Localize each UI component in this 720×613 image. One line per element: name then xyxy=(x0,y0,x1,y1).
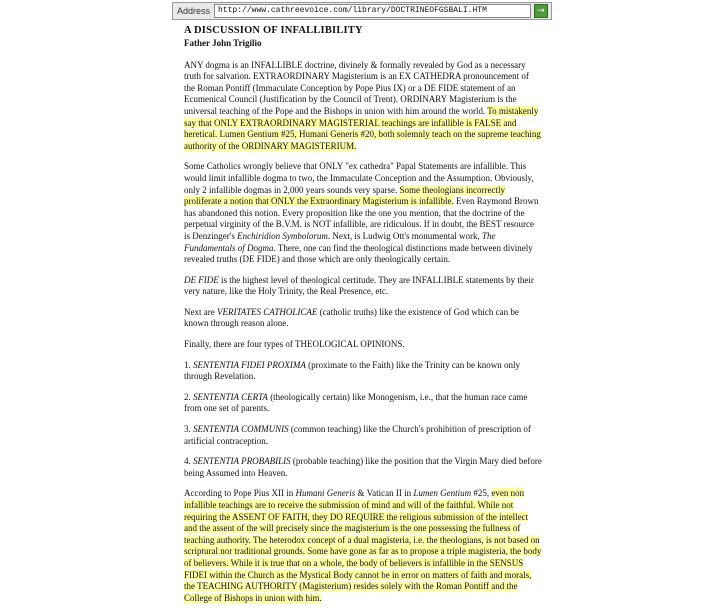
item-term: SENTENTIA COMMUNIS xyxy=(193,424,289,435)
reference-lumen-gentium: Lumen Gentium xyxy=(413,488,472,499)
dogma-text: ANY dogma is an INFALLIBLE doctrine, divinely & formally revealed by God as a necessary truth for salvation. EXTRAORDINARY Magisterium is an EX CATHEDRA pronouncement of the Roman Pontiff (Immaculate Conception by Pope Pius IX) or a DE FIDE statement of an Ecumenical Council (Justification by the Council of Trent). ORDINARY Magisterium is the universal teaching of the Pope and the Bishops in union with him around the world. xyxy=(184,59,529,116)
paragraph-ex-cathedra xyxy=(184,161,542,265)
item-text: (probable teaching) like the position that the Virgin Mary died before being Assumed into Heaven. xyxy=(184,456,542,478)
term-de-fide: DE FIDE xyxy=(184,274,219,285)
document-body xyxy=(184,24,542,613)
reference-ott: The Fundamentals of Dogma xyxy=(184,230,496,253)
ex-cathedra-text-c: . Next, is Ludwig Ott's monumental work, xyxy=(327,230,480,241)
de-fide-text: is the highest level of theological certitude. They are INFALLIBLE statements by their very nature, like the Holy Trinity, the Real Presence, etc. xyxy=(184,274,534,297)
list-item xyxy=(184,456,542,479)
humani-text-c: #25, xyxy=(473,488,490,499)
author-line: Father John Trigilio xyxy=(184,38,262,48)
paragraph-humani-generis xyxy=(184,488,542,604)
reference-humani-generis: Humani Generis xyxy=(295,488,356,499)
ex-cathedra-text-a: Some Catholics wrongly believe that ONLY "ex cathedra" Papal Statements are infallible. This would limit infallible dogma to two, the Immaculate Conception and the Assumption. Obviously, only 2 infallible dogmas in 2,000 years sounds very sparse. xyxy=(184,161,534,195)
paragraph-veritates xyxy=(184,307,542,330)
ex-cathedra-highlight: Some theologians incorrectly proliferate a notion that ONLY the Extraordinary Magisterium is infallible. xyxy=(184,184,505,207)
veritates-text-a: Next are xyxy=(184,306,215,317)
url-input[interactable]: http://www.cathreevoice.com/library/DOCTRINEOFGSBALI.HTM xyxy=(214,4,531,18)
go-button[interactable]: → xyxy=(534,4,548,18)
ex-cathedra-text-b: Even Raymond Brown has abandoned this notion. Every proposition like the one you mention, that the doctrine of the perpetual virginity of the B.V.M. is NOT infallible, are ridiculous. If in doubt, the BEST resource is Denzinger's xyxy=(184,196,539,241)
veritates-text-b: (catholic truths) like the existence of God which can be known through reason alone. xyxy=(184,306,519,329)
paragraph-dogma xyxy=(184,60,542,153)
dogma-highlight: To mistakenly say that ONLY EXTRAORDINARY MAGISTERIAL teachings are infallible is FALSE and heretical. Lumen Gentium #25, Humani Generis #20, both solemnly teach on the supreme teaching authority of the ORDINARY MAGISTERIUM. xyxy=(184,105,541,151)
item-text: (common teaching) like the Church's prohibition of prescription of artificial contraception. xyxy=(184,424,531,446)
item-text: (proximate to the Faith) like the Trinity can be known only through Revelation. xyxy=(184,359,521,382)
item-term: SENTENTIA FIDEI PROXIMA xyxy=(193,359,306,370)
item-number: 2. xyxy=(184,391,191,402)
item-term: SENTENTIA PROBABILIS xyxy=(193,456,291,467)
list-item xyxy=(184,424,542,447)
list-item xyxy=(184,360,542,383)
item-number: 1. xyxy=(184,359,191,370)
address-label: Address xyxy=(177,6,211,16)
page-title: A DISCUSSION OF INFALLIBILITY xyxy=(184,25,363,36)
item-number: 3. xyxy=(184,424,191,435)
term-veritates: VERITATES CATHOLICAE xyxy=(216,306,318,317)
reference-denzinger: Enchiridion Symbolorum xyxy=(237,230,328,241)
item-text: (theologically certain) like Monogenism, i.e., that the human race came from one set of parents. xyxy=(184,391,528,414)
item-term: SENTENTIA CERTA xyxy=(193,391,268,402)
list-item xyxy=(184,392,542,415)
humani-text-b: & Vatican II in xyxy=(357,488,412,499)
humani-text-a: According to Pope Pius XII in xyxy=(184,488,294,499)
item-number: 4. xyxy=(184,456,191,467)
paragraph-de-fide xyxy=(184,275,542,298)
address-bar xyxy=(172,2,552,20)
ex-cathedra-text-d: . There, one can find the theological distinctions made between divinely revealed truths (DE FIDE) and those which are only theologically certain. xyxy=(184,242,533,265)
browser-window xyxy=(172,0,552,603)
paragraph-opinions: Finally, there are four types of THEOLOGICAL OPINIONS. xyxy=(184,339,405,350)
humani-highlight: even non infallible teachings are to receive the submission of mind and will of the faithful. While not requiring the ASSENT OF FAITH, they DO REQUIRE the religious submission of the intellect and the assent of the will precisely since the magisterium is the one possessing the fullness of teaching authority. The heterodox concept of a dual magisteria, i.e. the theologians, is not based on scriptural nor traditional grounds. Some have gone as far as to propose a triple magisteria, the body of believers. While it is true that on a whole, the body of believers is infallible in the SENSUS FIDEI within the Church as the Mystical Body cannot be in error on matters of faith and morals, the TEACHING AUTHORITY (Magisterium) resides solely with the Roman Pontiff and the College of Bishops in union with him. xyxy=(184,488,542,603)
